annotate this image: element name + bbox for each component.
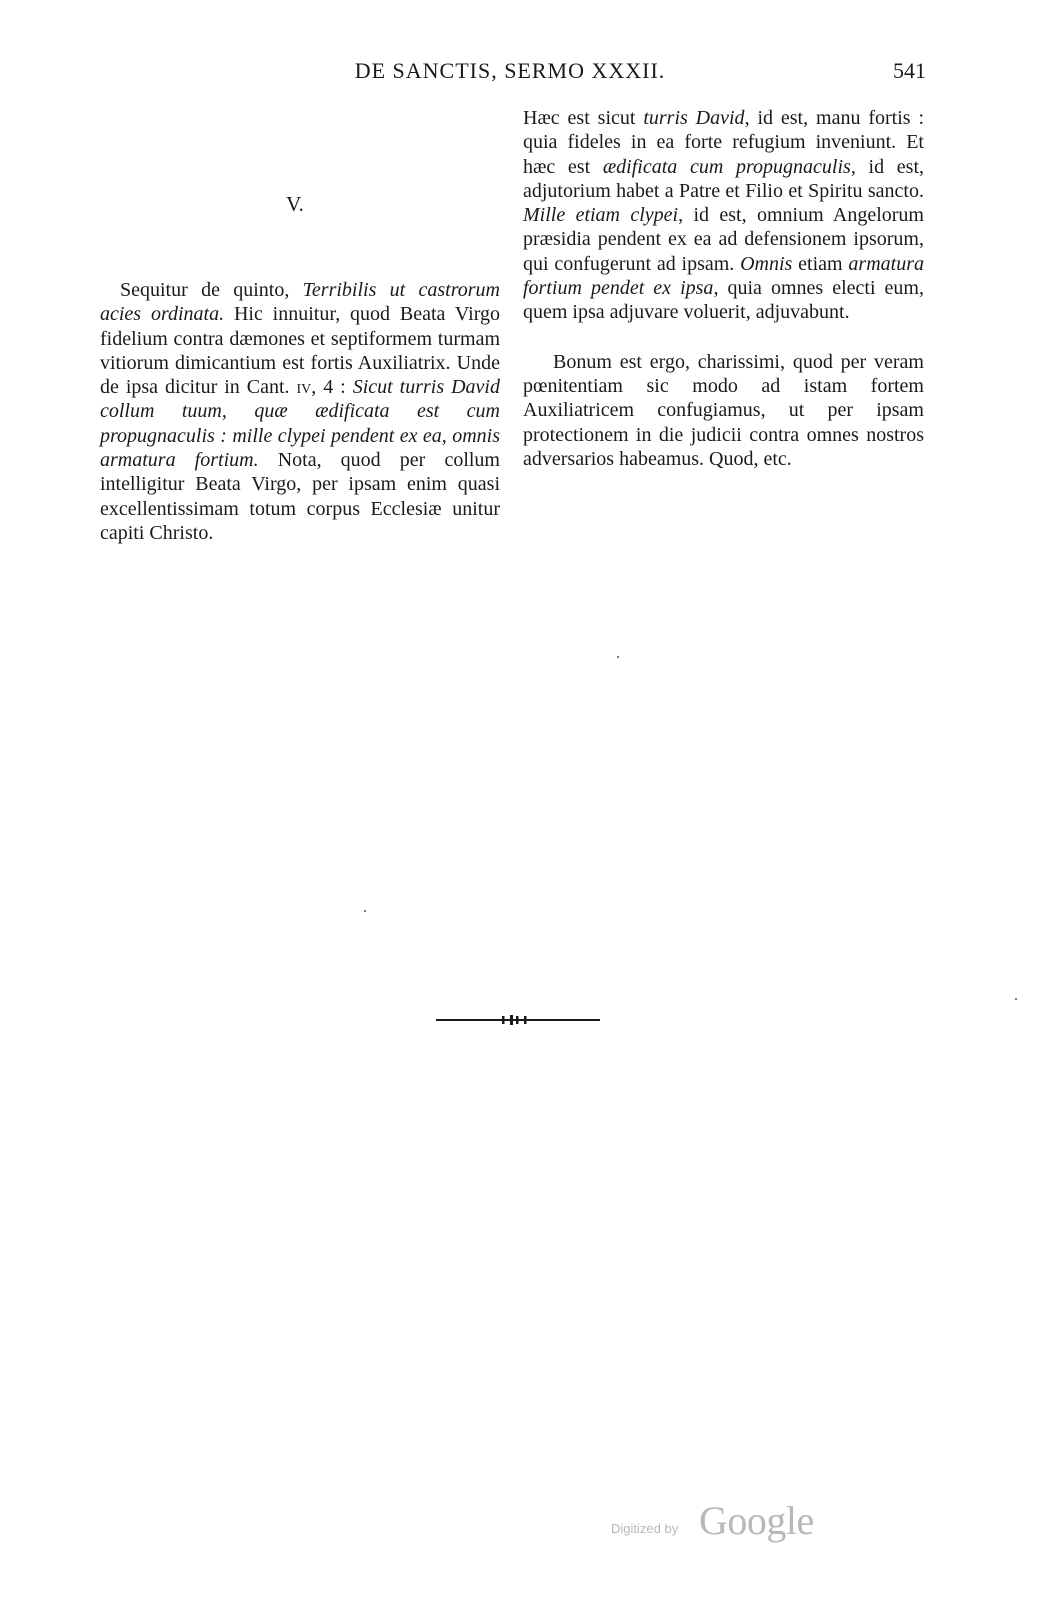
- end-ornament-rule: [436, 1012, 600, 1026]
- text-run: , quia omnes electi eum, quem ipsa adjuvare voluerit, adjuvabunt.: [523, 277, 924, 324]
- scripture-quote: Terribilis ut castrorum acies ordinata.: [100, 279, 501, 326]
- text-run: , id est, manu fortis : quia fideles in ea forte refugium inveniunt. Et hæc est: [523, 107, 924, 178]
- left-paragraph: [100, 278, 500, 545]
- text-run: Hæc est sicut: [523, 107, 644, 129]
- text-run: etiam: [792, 252, 849, 275]
- scripture-quote: Sicut turris David collum tuum, quæ ædificata est cum propugnaculis : mille clypei pendent ex ea, omnis armatura fortium.: [100, 376, 500, 472]
- section-numeral: V.: [286, 192, 304, 216]
- text-run: , id est, adjutorium habet a Patre et Filio et Spiritu sancto.: [523, 155, 925, 202]
- running-title: DE SANCTIS, SERMO XXXII.: [354, 58, 666, 83]
- text-run: Nota, quod per collum intelligitur Beata Virgo, per ipsam enim quasi excellentissimam totum corpus Ecclesiæ unitur capiti Christo.: [100, 449, 500, 544]
- google-logo: Google: [699, 1498, 814, 1543]
- print-speck: [1015, 998, 1017, 1000]
- print-speck: [364, 910, 366, 912]
- text-run: Hic innuitur, quod Beata Virgo fidelium contra dæmones et septiformem turmam vitiorum dimicantium est fortis Auxiliatrix. Unde de ipsa dicitur in Cant.: [100, 303, 501, 399]
- print-speck: [617, 656, 619, 658]
- text-run: Sequitur de quinto,: [120, 279, 303, 301]
- text-run: , id est, omnium Angelorum præsidia pendent ex ea ad defensionem ipsorum, qui confugerunt ad ipsam.: [523, 204, 924, 275]
- scripture-quote: Omnis: [740, 252, 793, 275]
- page-number: 541: [893, 58, 926, 83]
- digitization-watermark: [611, 1497, 831, 1547]
- watermark-prefix: Digitized by: [611, 1521, 679, 1536]
- right-paragraph-1: [523, 106, 924, 325]
- right-paragraph-2: Bonum est ergo, charissimi, quod per veram pœnitentiam sic modo ad istam fortem Auxiliatricem confugiamus, ut per ipsam protectionem in die judicii contra omnes nostros adversarios habeamus. Quod, etc.: [523, 350, 924, 470]
- scripture-quote: armatura fortium pendet ex ipsa: [523, 252, 924, 300]
- scripture-quote: turris David: [643, 107, 745, 129]
- scripture-quote: ædificata cum propugnaculis: [602, 155, 851, 178]
- scripture-quote: Mille etiam clypei: [523, 204, 679, 227]
- text-run: , 4 :: [311, 376, 353, 399]
- chapter-numeral: iv: [296, 376, 312, 399]
- right-column: [523, 106, 924, 471]
- left-column: [100, 278, 500, 545]
